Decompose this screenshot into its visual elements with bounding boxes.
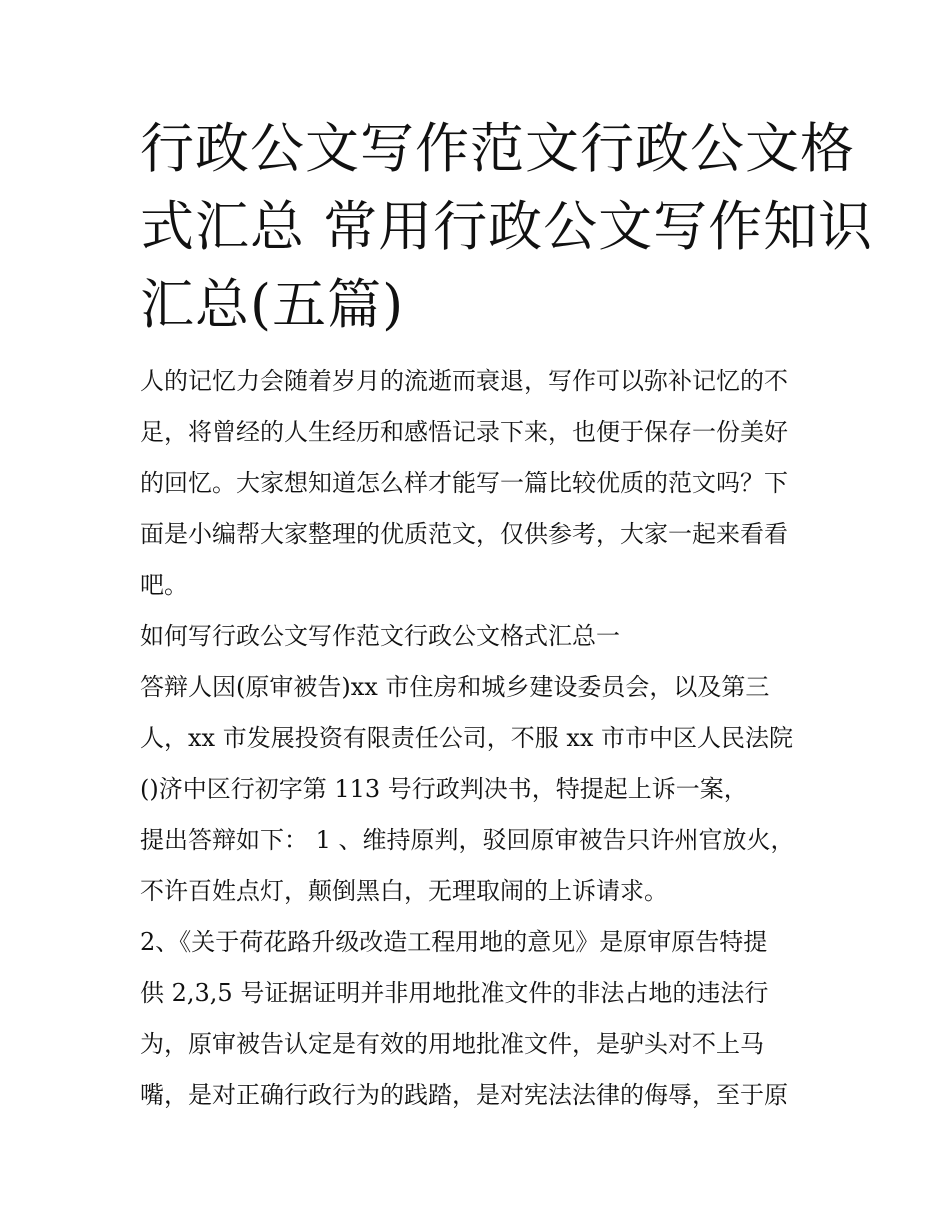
body-line: 吧。	[140, 571, 188, 599]
body-line: 人，xx 市发展投资有限责任公司，不服 xx 市市中区人民法院	[140, 724, 794, 752]
body-line: 为，原审被告认定是有效的用地批准文件，是驴头对不上马	[140, 1030, 764, 1058]
document-body	[140, 356, 820, 1121]
section-heading: 如何写行政公文写作范文行政公文格式汇总一	[140, 622, 620, 650]
body-line: ()济中区行初字第 113 号行政判决书，特提起上诉一案，	[140, 775, 748, 803]
body-line: 2、《关于荷花路升级改造工程用地的意见》是原审原告特提	[140, 928, 768, 956]
body-line: 的回忆。大家想知道怎么样才能写一篇比较优质的范文吗？下	[140, 469, 788, 497]
document-title	[140, 110, 874, 344]
body-line: 足，将曾经的人生经历和感悟记录下来，也便于保存一份美好	[140, 418, 788, 446]
title-line: 行政公文写作范文行政公文格	[140, 117, 855, 180]
title-line: 式汇总 常用行政公文写作知识	[140, 195, 874, 258]
body-line: 供 2,3,5 号证据证明并非用地批准文件的非法占地的违法行	[140, 979, 769, 1007]
body-line: 不许百姓点灯，颠倒黑白，无理取闹的上诉请求。	[140, 877, 668, 905]
body-line: 答辩人因(原审被告)xx 市住房和城乡建设委员会，以及第三	[140, 673, 770, 701]
body-line: 面是小编帮大家整理的优质范文，仅供参考，大家一起来看看	[140, 520, 788, 548]
title-line: 汇总(五篇)	[140, 273, 405, 336]
body-line: 提出答辩如下： 1 、维持原判，驳回原审被告只许州官放火，	[140, 826, 795, 854]
body-line: 人的记忆力会随着岁月的流逝而衰退，写作可以弥补记忆的不	[140, 367, 788, 395]
body-line: 嘴，是对正确行政行为的践踏，是对宪法法律的侮辱，至于原	[140, 1081, 788, 1109]
